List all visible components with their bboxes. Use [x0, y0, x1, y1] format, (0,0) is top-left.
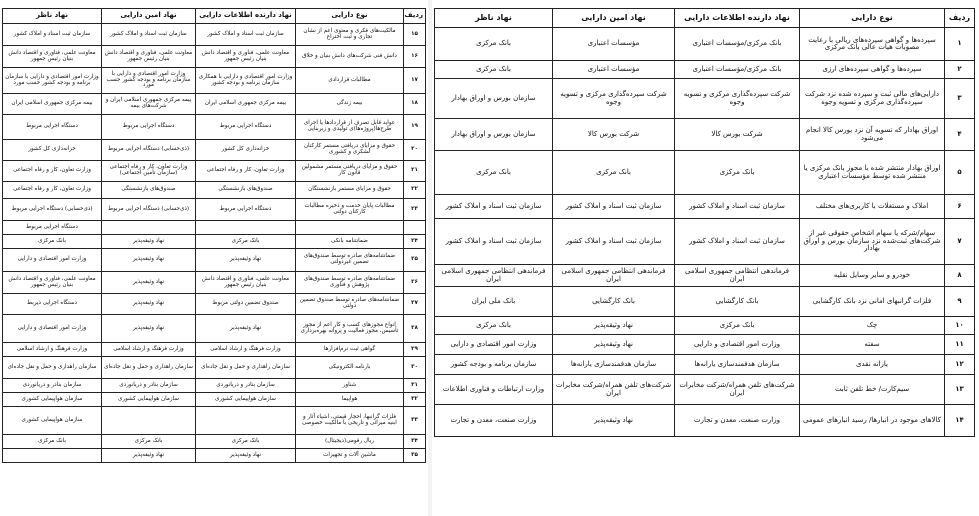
- table-cell: حقوق و مزایای مستمر بازنشستگان: [296, 182, 404, 199]
- table-cell: وزارت امور اقتصادی و دارایی: [435, 335, 553, 355]
- table-cell: فرماندهی انتظامی جمهوری اسلامی ایران: [435, 265, 553, 287]
- table-cell: سازمان ثبت اسناد و املاک کشور: [553, 195, 675, 219]
- row-number-cell: ۱۶: [404, 46, 426, 68]
- table-row: [435, 79, 975, 119]
- table-cell: وزارت ارتباطات و فناوری اطلاعات: [435, 375, 553, 405]
- table-cell: وزارت تعاون، کار و رفاه اجتماعی: [3, 161, 102, 182]
- row-number-cell: ۲۰: [404, 140, 426, 161]
- row-number-cell: ۲۴: [404, 235, 426, 249]
- table-cell: نهاد وثیقه‌پذیر: [102, 449, 196, 463]
- table-cell: نهاد وثیقه‌پذیر: [553, 335, 675, 355]
- row-number-cell: ۳۲: [404, 393, 426, 407]
- table-cell: انواع مجوزهای کسب و کار اعم از مجوز تأسیس، مجوز فعالیت و پروانه بهره‌برداری: [296, 315, 404, 343]
- table-cell: بانک مرکزی: [3, 235, 102, 249]
- table-cell: شرکت بورس کالا: [675, 119, 800, 151]
- row-number-cell: ۲۳: [404, 199, 426, 221]
- table-row: [3, 249, 426, 272]
- table-row: [3, 221, 426, 235]
- row-number-cell: [404, 221, 426, 235]
- table-cell: وزارت فرهنگ و ارشاد اسلامی: [196, 343, 296, 357]
- column-header: نوع دارایی: [800, 9, 945, 28]
- table-cell: معاونت علمی، فناوری و اقتصاد دانش بنیان رئیس جمهور: [102, 46, 196, 68]
- table-row: [435, 287, 975, 317]
- table-row: [3, 199, 426, 221]
- table-cell: دارایی‌های مالی ثبت و سپرده شده نزد شرکت سپرده‌گذاری مرکزی و تسویه وجوه: [800, 79, 945, 119]
- table-cell: وزارت صنعت، معدن و تجارت: [675, 405, 800, 437]
- table-row: [3, 68, 426, 94]
- column-header: ردیف: [945, 9, 975, 28]
- table-cell: سازمان ثبت اسناد و املاک کشور: [435, 219, 553, 265]
- table-cell: ریال رقومی(دیجیتال): [296, 435, 404, 449]
- table-cell: وزارت امور اقتصادی و دارایی: [675, 335, 800, 355]
- table-row: [3, 235, 426, 249]
- table-cell: وزارت صنعت، معدن و تجارت: [435, 405, 553, 437]
- table-cell: ضمانتنامه‌های صادره توسط صندوق‌های تضمین غیردولتی: [296, 249, 404, 272]
- table-cell: سازمان بنادر و دریانوردی: [102, 379, 196, 393]
- table-cell: بانک مرکزی: [435, 151, 553, 195]
- table-row: [435, 265, 975, 287]
- table-cell: بانک مرکزی: [102, 435, 196, 449]
- table-cell: بانک مرکزی: [435, 28, 553, 61]
- table-cell: بانک مرکزی: [196, 235, 296, 249]
- row-number-cell: ۱۲: [945, 355, 975, 375]
- table-cell: سپرده‌ها و گواهی سپرده‌های ارزی: [800, 61, 945, 79]
- table-cell: صندوق‌های بازنشستگی: [196, 182, 296, 199]
- table-cell: [296, 221, 404, 235]
- table-cell: دستگاه اجرایی ذیربط: [3, 294, 102, 315]
- table-cell: فلزات گرانبهای امانی نزد بانک کارگشایی: [800, 287, 945, 317]
- table-cell: سازمان ثبت اسناد و املاک کشور: [675, 219, 800, 265]
- table-cell: سفته: [800, 335, 945, 355]
- table-cell: بانک مرکزی/مؤسسات اعتباری: [675, 28, 800, 61]
- table-row: [3, 161, 426, 182]
- table-cell: ضمانتنامه‌های صادره توسط صندوق‌های پژوهش و فناوری: [296, 272, 404, 294]
- table-cell: سازمان هواپیمایی کشوری: [102, 393, 196, 407]
- table-row: [3, 315, 426, 343]
- table-cell: سازمان بورس و اوراق بهادار: [435, 79, 553, 119]
- table-cell: [102, 221, 196, 235]
- table-cell: [102, 407, 196, 435]
- table-row: [435, 151, 975, 195]
- table-cell: شناور: [296, 379, 404, 393]
- row-number-cell: ۱۱: [945, 335, 975, 355]
- table-cell: وزارت امور اقتصادی و دارایی: [3, 315, 102, 343]
- table-cell: سازمان راهداری و حمل و نقل جاده‌ای: [196, 357, 296, 379]
- table-cell: ضمانتنامه‌های صادره توسط صندوق تضمین دولتی: [296, 294, 404, 315]
- table-cell: خزانه‌داری کل کشور: [3, 140, 102, 161]
- table-cell: بانک مرکزی: [196, 435, 296, 449]
- table-row: [435, 317, 975, 335]
- table-cell: سازمان ثبت اسناد و املاک کشور: [553, 219, 675, 265]
- row-number-cell: ۱۸: [404, 94, 426, 115]
- table-cell: دستگاه اجرایی مربوط: [3, 115, 102, 140]
- table-cell: بیمه مرکزی جمهوری اسلامی ایران: [3, 94, 102, 115]
- column-header: نهاد دارنده اطلاعات دارایی: [196, 9, 296, 24]
- table-cell: مؤسسات اعتباری: [553, 28, 675, 61]
- table-cell: حقوق و مزایای دریافتی مستمر کارکنان لشکری و کشوری: [296, 140, 404, 161]
- table-cell: گواهی ثبت نرم‌افزارها: [296, 343, 404, 357]
- table-row: [3, 343, 426, 357]
- table-cell: خزانه‌داری کل کشور: [196, 140, 296, 161]
- left-document-page: [2, 8, 426, 463]
- table-cell: بیمه زندگی: [296, 94, 404, 115]
- row-number-cell: ۳۱: [404, 379, 426, 393]
- table-cell: وزارت تعاون، کار و رفاه اجتماعی (سازمان تأمین اجتماعی): [102, 161, 196, 182]
- table-row: [435, 375, 975, 405]
- table-cell: سازمان ثبت اسناد و املاک کشور: [3, 24, 102, 46]
- table-cell: بارنامه الکترونیکی: [296, 357, 404, 379]
- table-cell: معاونت علمی، فناوری و اقتصاد دانش بنیان رئیس جمهور: [196, 272, 296, 294]
- table-cell: نهاد وثیقه‌پذیر: [102, 294, 196, 315]
- table-cell: فرماندهی انتظامی جمهوری اسلامی ایران: [553, 265, 675, 287]
- table-cell: سهام/شرکه یا سهام اشخاص حقوقی غیر از شرکت‌های ثبت‌شده نزد سازمان بورس و اوراق بهادار: [800, 219, 945, 265]
- table-row: [435, 195, 975, 219]
- row-number-cell: ۱: [945, 28, 975, 61]
- table-cell: سازمان بنادر و دریانوردی: [3, 379, 102, 393]
- table-row: [435, 28, 975, 61]
- table-row: [3, 140, 426, 161]
- table-cell: وزارت امور اقتصادی و دارایی با سازمان برنامه و بودجه کشور حسب مورد: [102, 68, 196, 94]
- row-number-cell: ۶: [945, 195, 975, 219]
- table-cell: بانک مرکزی: [435, 61, 553, 79]
- table-cell: دستگاه اجرایی مربوط: [196, 115, 296, 140]
- table-cell: وزارت امور اقتصادی و دارایی: [3, 249, 102, 272]
- table-cell: فلزات گرانبها، احجار قیمتی، اشیاء آثار و ابنیه میراثی و تاریخی با مالکیت خصوصی: [296, 407, 404, 435]
- row-number-cell: ۱۰: [945, 317, 975, 335]
- table-cell: بانک مرکزی: [435, 317, 553, 335]
- table-cell: سازمان ثبت اسناد و املاک کشور: [102, 24, 196, 46]
- table-cell: سازمان برنامه و بودجه کشور: [435, 355, 553, 375]
- table-cell: سازمان ثبت اسناد و املاک کشور: [675, 195, 800, 219]
- table-cell: (ذی‌حسابی) دستگاه اجرایی مربوط: [102, 199, 196, 221]
- table-row: [3, 272, 426, 294]
- table-cell: مطالبات قراردادی: [296, 68, 404, 94]
- table-cell: وزارت تعاون، کار و رفاه اجتماعی: [3, 182, 102, 199]
- table-cell: دستگاه اجرایی مربوط: [3, 221, 102, 235]
- table-row: [3, 407, 426, 435]
- table-cell: نهاد وثیقه‌پذیر: [102, 249, 196, 272]
- table-cell: سازمان هواپیمایی کشوری: [3, 407, 102, 435]
- column-header: ردیف: [404, 9, 426, 24]
- table-row: [3, 46, 426, 68]
- column-header: نهاد ناظر: [435, 9, 553, 28]
- table-cell: شرکت بورس کالا: [553, 119, 675, 151]
- table-row: [3, 94, 426, 115]
- table-cell: نهاد وثیقه‌پذیر: [553, 317, 675, 335]
- table-cell: بیمه مرکزی جمهوری اسلامی ایران: [196, 94, 296, 115]
- table-row: [435, 219, 975, 265]
- row-number-cell: ۱۳: [945, 375, 975, 405]
- page-gutter: [428, 0, 432, 516]
- table-cell: ضمانتنامه بانکی: [296, 235, 404, 249]
- table-cell: معاونت علمی، فناوری و اقتصاد دانش بنیان رئیس جمهور: [196, 46, 296, 68]
- table-cell: [3, 449, 102, 463]
- table-cell: دستگاه اجرایی مربوط: [196, 199, 296, 221]
- row-number-cell: ۳۳: [404, 407, 426, 435]
- table-cell: خودرو و سایر وسایل نقلیه: [800, 265, 945, 287]
- row-number-cell: ۱۷: [404, 68, 426, 94]
- row-number-cell: ۹: [945, 287, 975, 317]
- table-cell: وزارت امور اقتصادی و دارایی با سازمان برنامه و بودجه کشور حسب مورد: [3, 68, 102, 94]
- table-cell: نهاد وثیقه‌پذیر: [553, 405, 675, 437]
- table-cell: دانش فنی شرکت‌های دانش بنیان و خلاق: [296, 46, 404, 68]
- row-number-cell: ۱۹: [404, 115, 426, 140]
- table-cell: کالاهای موجود در انبارها/ رسید انبارهای عمومی: [800, 405, 945, 437]
- table-cell: [196, 407, 296, 435]
- table-row: [3, 294, 426, 315]
- table-cell: اوراق بهادار منتشر شده با مجوز بانک مرکزی یا منتشر شده توسط مؤسسات اعتباری: [800, 151, 945, 195]
- table-cell: املاک و مستغلات با کاربری‌های مختلف: [800, 195, 945, 219]
- table-row: [435, 119, 975, 151]
- table-cell: نهاد وثیقه‌پذیر: [102, 315, 196, 343]
- table-cell: عواید قابل تصرف از قراردادها یا اجرای طرح‌ها(پروژه‌ها)ی تولیدی و زیربنایی: [296, 115, 404, 140]
- table-cell: سازمان راهداری و حمل و نقل جاده‌ای: [102, 357, 196, 379]
- table-cell: شرکت سپرده‌گذاری مرکزی و تسویه وجوه: [675, 79, 800, 119]
- table-cell: سازمان هواپیمایی کشوری: [3, 393, 102, 407]
- table-header-row: [3, 9, 426, 24]
- row-number-cell: ۳۴: [404, 435, 426, 449]
- table-row: [3, 357, 426, 379]
- table-row: [3, 379, 426, 393]
- row-number-cell: ۲۲: [404, 182, 426, 199]
- table-cell: سازمان هواپیمایی کشوری: [196, 393, 296, 407]
- row-number-cell: ۲۶: [404, 272, 426, 294]
- table-cell: (ذی‌حسابی) دستگاه اجرایی مربوط: [3, 199, 102, 221]
- table-cell: بانک مرکزی: [3, 435, 102, 449]
- table-row: [3, 115, 426, 140]
- row-number-cell: ۲۵: [404, 249, 426, 272]
- table-cell: سازمان ثبت اسناد و املاک کشور: [435, 195, 553, 219]
- table-cell: سازمان هدفمندسازی یارانه‌ها: [553, 355, 675, 375]
- table-cell: معاونت علمی، فناوری و اقتصاد دانش بنیان رئیس جمهور: [3, 46, 102, 68]
- table-cell: اوراق بهادار که تسویه آن نزد بورس کالا انجام می‌شود: [800, 119, 945, 151]
- table-cell: بانک مرکزی/مؤسسات اعتباری: [675, 61, 800, 79]
- table-cell: سپرده‌ها و گواهی سپرده‌های ریالی با رعایت مصوبات هیات عالی بانک مرکزی: [800, 28, 945, 61]
- column-header: نهاد ناظر: [3, 9, 102, 24]
- table-cell: وزارت فرهنگ و ارشاد اسلامی: [102, 343, 196, 357]
- column-header: نهاد دارنده اطلاعات دارایی: [675, 9, 800, 28]
- table-cell: نهاد وثیقه‌پذیر: [196, 449, 296, 463]
- table-cell: صندوق‌های بازنشستگی: [102, 182, 196, 199]
- table-row: [435, 405, 975, 437]
- table-cell: یارانه نقدی: [800, 355, 945, 375]
- table-cell: ماشین آلات و تجهیزات: [296, 449, 404, 463]
- table-cell: بانک مرکزی: [553, 151, 675, 195]
- table-cell: سازمان بنادر و دریانوردی: [196, 379, 296, 393]
- table-cell: فرماندهی انتظامی جمهوری اسلامی ایران: [675, 265, 800, 287]
- table-cell: سازمان هدفمندسازی یارانه‌ها: [675, 355, 800, 375]
- row-number-cell: ۳۵: [404, 449, 426, 463]
- table-row: [435, 61, 975, 79]
- table-row: [435, 355, 975, 375]
- right-asset-table: [434, 8, 975, 437]
- table-cell: وزارت تعاون، کار و رفاه اجتماعی: [196, 161, 296, 182]
- table-cell: بانک کارگشایی: [553, 287, 675, 317]
- table-cell: مؤسسات اعتباری: [553, 61, 675, 79]
- table-cell: نهاد وثیقه‌پذیر: [102, 272, 196, 294]
- table-cell: بانک مرکزی: [675, 317, 800, 335]
- table-cell: سیم‌کارت/ خط تلفن ثابت: [800, 375, 945, 405]
- table-cell: سازمان راهداری و حمل و نقل جاده‌ای: [3, 357, 102, 379]
- table-cell: شرکت‌های تلفن همراه/شرکت مخابرات ایران: [553, 375, 675, 405]
- table-cell: شرکت سپرده‌گذاری مرکزی و تسویه وجوه: [553, 79, 675, 119]
- table-cell: شرکت‌های تلفن همراه/شرکت مخابرات ایران: [675, 375, 800, 405]
- row-number-cell: ۸: [945, 265, 975, 287]
- row-number-cell: ۲۷: [404, 294, 426, 315]
- table-row: [3, 24, 426, 46]
- table-row: [3, 182, 426, 199]
- table-cell: مالکیت‌های فکری و معنوی اعم از نشان تجاری و ثبت اختراع: [296, 24, 404, 46]
- table-cell: [196, 221, 296, 235]
- table-cell: سازمان بورس و اوراق بهادار: [435, 119, 553, 151]
- table-cell: بیمه مرکزی جمهوری اسلامی ایران و شرکت‌های بیمه: [102, 94, 196, 115]
- table-cell: بانک ملی ایران: [435, 287, 553, 317]
- table-row: [3, 449, 426, 463]
- table-cell: معاونت علمی، فناوری و اقتصاد دانش بنیان رئیس جمهور: [3, 272, 102, 294]
- column-header: نهاد امین دارایی: [553, 9, 675, 28]
- column-header: نهاد امین دارایی: [102, 9, 196, 24]
- row-number-cell: ۲۱: [404, 161, 426, 182]
- table-cell: (ذی‌حسابی) دستگاه اجرایی مربوط: [102, 140, 196, 161]
- row-number-cell: ۷: [945, 219, 975, 265]
- row-number-cell: ۳۰: [404, 357, 426, 379]
- table-cell: دستگاه اجرایی مربوط: [102, 115, 196, 140]
- table-cell: هواپیما: [296, 393, 404, 407]
- table-cell: نهاد وثیقه‌پذیر: [196, 249, 296, 272]
- left-asset-table: [2, 8, 426, 463]
- right-document-page: [434, 8, 975, 437]
- row-number-cell: ۵: [945, 151, 975, 195]
- row-number-cell: ۲: [945, 61, 975, 79]
- table-cell: سازمان ثبت اسناد و املاک کشور: [196, 24, 296, 46]
- table-cell: نهاد وثیقه‌پذیر: [196, 315, 296, 343]
- table-cell: بانک کارگشایی: [675, 287, 800, 317]
- table-row: [3, 435, 426, 449]
- table-header-row: [435, 9, 975, 28]
- table-cell: حقوق و مزایای دریافتی مستمر مشمولین قانون کار: [296, 161, 404, 182]
- table-row: [3, 393, 426, 407]
- table-cell: صندوق تضمین دولتی مربوط: [196, 294, 296, 315]
- row-number-cell: ۳: [945, 79, 975, 119]
- row-number-cell: ۱۵: [404, 24, 426, 46]
- table-row: [435, 335, 975, 355]
- table-cell: وزارت فرهنگ و ارشاد اسلامی: [3, 343, 102, 357]
- row-number-cell: ۱۴: [945, 405, 975, 437]
- table-cell: مطالبات پایان خدمت و ذخیره مطالبات کارکنان دولتی: [296, 199, 404, 221]
- row-number-cell: ۲۸: [404, 315, 426, 343]
- column-header: نوع دارایی: [296, 9, 404, 24]
- table-cell: بانک مرکزی: [675, 151, 800, 195]
- table-cell: نهاد وثیقه‌پذیر: [102, 235, 196, 249]
- row-number-cell: ۲۹: [404, 343, 426, 357]
- row-number-cell: ۴: [945, 119, 975, 151]
- table-cell: وزارت امور اقتصادی و دارایی با همکاری سازمان برنامه و بودجه کشور: [196, 68, 296, 94]
- table-cell: چک: [800, 317, 945, 335]
